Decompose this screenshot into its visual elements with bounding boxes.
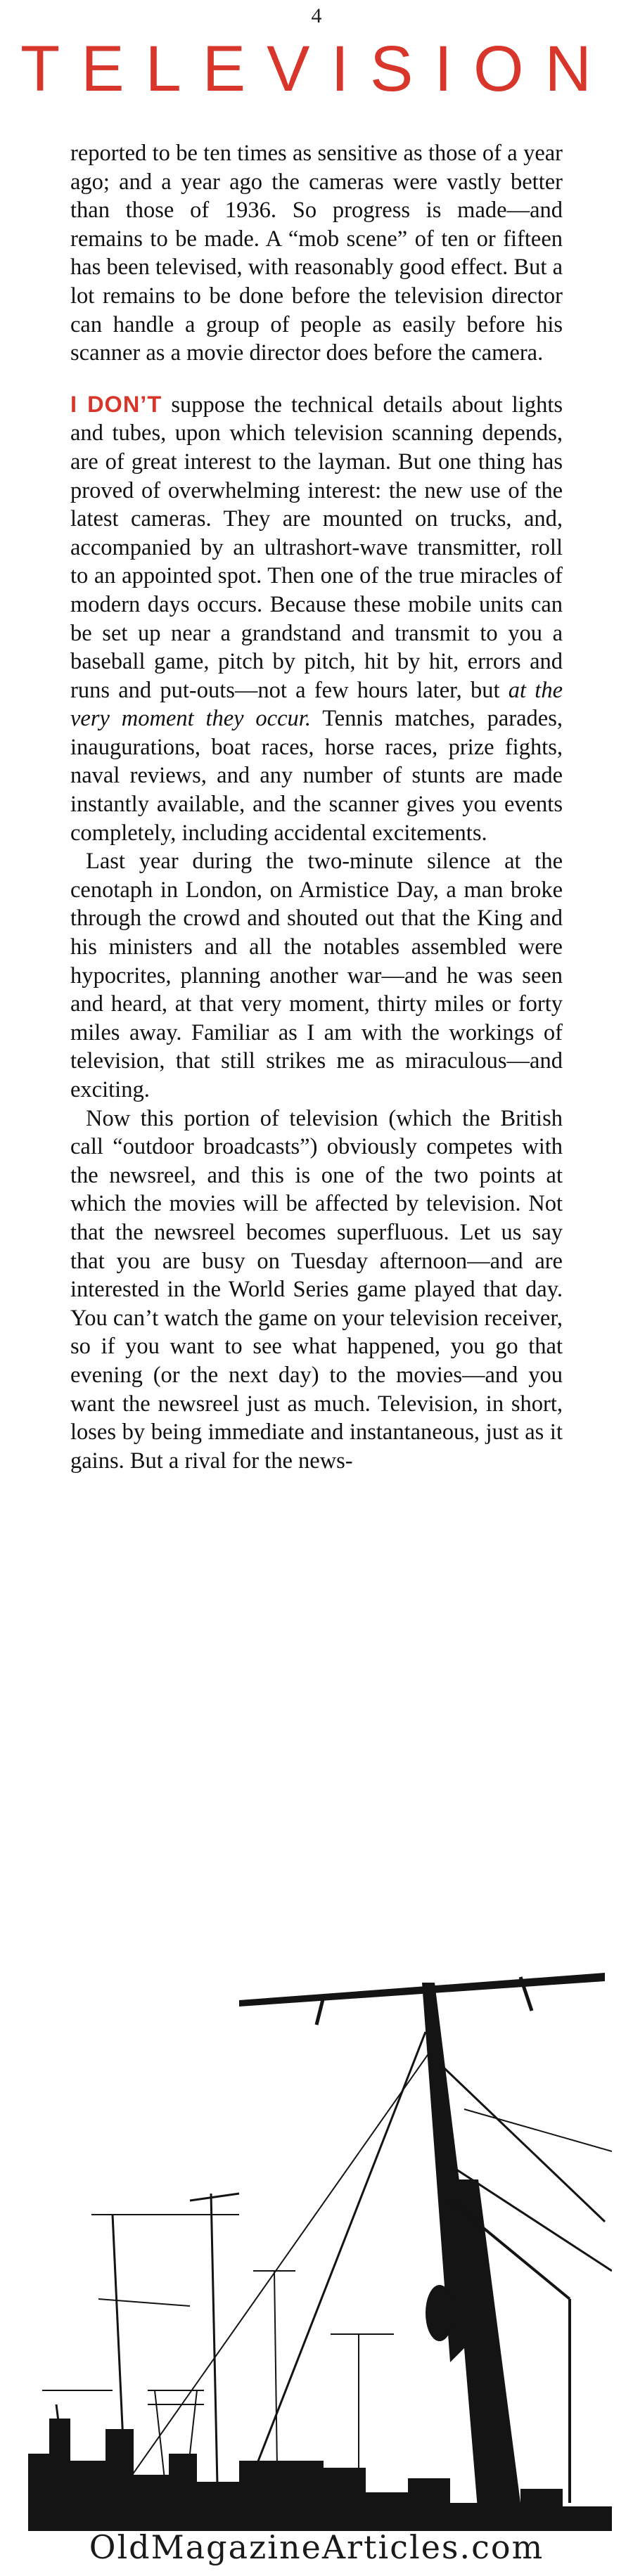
drop-cap: I [70, 391, 77, 417]
page-number: 4 [311, 4, 322, 27]
article-paragraph-3: Last year during the two-minute silence at the cenotaph in London, on Armistice Day, a man broke through the crowd and shouted out that the King and his ministers and all the notables assembled were hypocrites, planning another war—and he was seen and heard, at that very moment, thirty miles or forty miles away. Familiar as I am with the workings of television, that still strikes me as miraculous—and exciting. [70, 849, 563, 1102]
article-paragraph-1: reported to be ten times as sensitive as those of a year ago; and a year ago the cameras were vastly better than those of 1936. So progress is made—and remains to be made. A “mob scene” of ten or fifteen has been televised, with reasonably good effect. But a lot remains to be done before the television director can handle a group of people as easily before his scanner as a movie director does before the camera. [70, 141, 563, 366]
paragraph-2-text-a: suppose the technical details about lights and tubes, upon which television scanning depends, are of great interest to the layman. But one thing has proved of overwhelming interest: the new use of the latest cameras. They are mounted on trucks, and, accompanied by an ultrashort-wave transmitter, roll to an appointed spot. Then one of the true miracles of modern days occurs. Because these mobile units can be set up near a grandstand and transmit to you a baseball game, pitch by pitch, hit by hit, errors and runs and put-outs—not a few hours later, but [70, 392, 563, 703]
paragraph-2-text-b: Tennis matches, parades, inaugurations, boat races, horse races, prize fights, naval reviews, and any number of stunts are made instantly available, and the scanner gives you events completely, including accidental excitements. [70, 706, 563, 846]
lead-in-caps: DON’T [77, 391, 162, 417]
antenna-drawing [28, 1973, 612, 2531]
article-paragraph-4: Now this portion of television (which the British call “outdoor broadcasts”) obviously competes with the newsreel, and this is one of the two points at which the movies will be affected by television. Not that the newsreel becomes superfluous. Let us say that you are busy on Tuesday afternoon—and are interested in the World Series game played that day. You can’t watch the game on your television receiver, so if you want to see what happened, you go that evening (or the next day) to the movies—and you want the newsreel just as much. Television, in short, loses by being immediate and instantaneous, just as it gains. But a rival for the news- [70, 1105, 563, 1474]
site-watermark: OldMagazineArticles.com [89, 2528, 544, 2566]
paragraph-2-italic: at the very moment they occur. [70, 677, 563, 732]
article-body [70, 139, 563, 1475]
section-title: TELEVISION [20, 33, 613, 105]
article-paragraph-2 [70, 390, 563, 848]
antenna-skyline-illustration [28, 1969, 612, 2531]
